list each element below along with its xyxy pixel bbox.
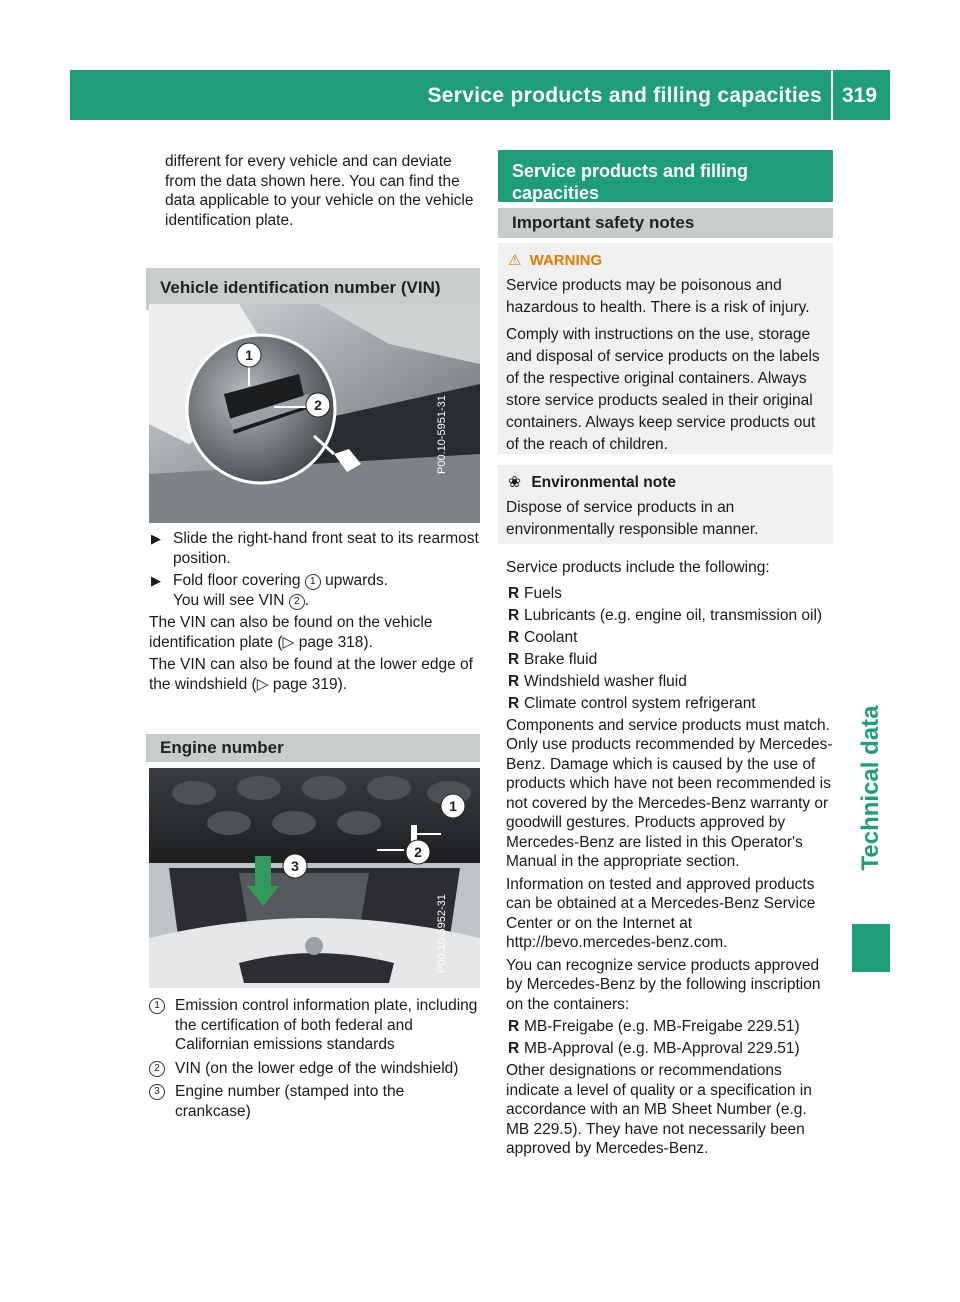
warning-text-1: Service products may be poisonous and hazardous to health. There is a risk of injury. xyxy=(506,276,810,316)
engine-heading: Engine number xyxy=(146,734,480,762)
warning-label: WARNING xyxy=(529,252,603,269)
include-intro: Service products include the following: xyxy=(506,559,770,576)
vin-note-windshield[interactable]: The VIN can also be found at the lower edge of the windshield (▷ page 319). xyxy=(149,656,473,693)
step-2 xyxy=(149,571,480,610)
step-arrow-icon: ▶ xyxy=(151,531,161,546)
bullet-icon: R xyxy=(508,694,520,712)
list-item-text: Brake fluid xyxy=(524,650,598,668)
vin-note-plate[interactable]: The VIN can also be found on the vehicle identification plate (▷ page 318). xyxy=(149,614,433,651)
warning-triangle-icon: ⚠ xyxy=(508,252,522,269)
vin-callout-1: 1 xyxy=(245,347,253,363)
legend-item xyxy=(149,1059,480,1079)
step-2-post: upwards. xyxy=(320,572,389,589)
legend-number: 1 xyxy=(149,998,165,1014)
list-item xyxy=(506,584,833,603)
chapter-tab-label: Technical data xyxy=(857,705,884,870)
step-2-pre: Fold floor covering xyxy=(173,572,305,589)
callout-number: 2 xyxy=(289,594,305,610)
vin-callout-2: 2 xyxy=(314,397,322,413)
header-divider xyxy=(831,70,833,120)
page-number: 319 xyxy=(842,84,878,107)
information-paragraph: Information on tested and approved products can be obtained at a Mercedes-Benz Service Center or on the Internet at http://bevo.mercedes-benz.com. xyxy=(506,875,816,951)
components-paragraph: Components and service products must match. Only use products recommended by Mercedes-Benz. Damage which is caused by the use of products which have not been recommended is not covered by the Mercedes-Benz warranty or goodwill gestures. Products approved by Mercedes-Benz are listed in this Operator's Manual in the appropriate section. xyxy=(506,716,833,870)
bullet-icon: R xyxy=(508,606,520,624)
list-item xyxy=(506,672,833,691)
intro-text: different for every vehicle and can deviate from the data shown here. You can find the data applicable to your vehicle on the vehicle identification plate. xyxy=(165,153,474,229)
list-item xyxy=(506,628,833,647)
page-title: Service products and filling capacities xyxy=(427,84,822,107)
legend-number: 3 xyxy=(149,1084,165,1100)
engine-callout-3: 3 xyxy=(291,858,299,874)
environment-leaf-icon: ❀ xyxy=(508,474,521,491)
engine-legend xyxy=(149,996,480,1125)
legend-item xyxy=(149,1082,480,1121)
legend-text: Emission control information plate, including the certification of both federal and Californian emissions standards xyxy=(175,997,478,1053)
step-arrow-icon: ▶ xyxy=(151,573,161,588)
vin-heading: Vehicle identification number (VIN) xyxy=(146,268,480,310)
environment-label: Environmental note xyxy=(531,474,676,491)
engine-photo-illustration xyxy=(149,768,480,988)
list-item-text: MB-Approval (e.g. MB-Approval 229.51) xyxy=(524,1040,800,1057)
vin-photo-illustration xyxy=(149,304,480,523)
chapter-tab xyxy=(852,660,890,915)
main-section-heading: Service products and filling capacities xyxy=(498,150,833,202)
warning-title xyxy=(508,251,825,271)
step-1-text: Slide the right-hand front seat to its rearmost position. xyxy=(173,530,479,567)
callout-number: 1 xyxy=(305,574,321,590)
warning-box xyxy=(498,243,833,454)
vin-photo-code: P00.10-5951-31 xyxy=(436,395,448,474)
legend-item xyxy=(149,996,480,1055)
list-item-text: Climate control system refrigerant xyxy=(524,694,756,712)
legend-number: 2 xyxy=(149,1061,165,1077)
bullet-icon: R xyxy=(508,1018,520,1035)
engine-photo-code: P00.10-5952-31 xyxy=(436,894,448,973)
bullet-icon: R xyxy=(508,628,520,646)
bullet-icon: R xyxy=(508,650,520,668)
service-products-text xyxy=(506,558,833,1162)
engine-callout-1: 1 xyxy=(449,798,457,814)
safety-heading: Important safety notes xyxy=(498,208,833,238)
environment-text: Dispose of service products in an environmentally responsible manner. xyxy=(506,498,759,538)
other-designations-paragraph: Other designations or recommendations indicate a level of quality or a specification in accordance with an MB Sheet Number (e.g. MB 229.5). They have not necessarily been approved by Mercedes-Benz. xyxy=(506,1062,812,1157)
list-item xyxy=(506,1039,833,1058)
list-item-text: Windshield washer fluid xyxy=(524,672,687,690)
legend-text: VIN (on the lower edge of the windshield) xyxy=(175,1059,459,1077)
environment-title xyxy=(508,473,825,493)
bullet-icon: R xyxy=(508,1040,520,1057)
list-item xyxy=(506,650,833,669)
environment-box xyxy=(498,465,833,544)
engine-callout-2: 2 xyxy=(414,844,422,860)
step-2-line2: You will see VIN xyxy=(173,591,289,609)
warning-text-2: Comply with instructions on the use, storage and disposal of service products on the labels of the respective original containers. Always store service products sealed in their original containers. Always keep service products out of the reach of children. xyxy=(506,325,820,453)
chapter-marker xyxy=(852,924,890,972)
list-item xyxy=(506,606,833,625)
step-2-line2-post: . xyxy=(304,591,310,609)
vin-photo xyxy=(149,304,480,523)
recognize-paragraph: You can recognize service products approved by Mercedes-Benz by the following inscription on the containers: xyxy=(506,956,821,1013)
list-item xyxy=(506,694,833,713)
step-1 xyxy=(149,529,480,568)
bullet-icon: R xyxy=(508,584,520,602)
engine-photo xyxy=(149,768,480,988)
list-item-text: Coolant xyxy=(524,628,578,646)
bullet-icon: R xyxy=(508,672,520,690)
list-item-text: Lubricants (e.g. engine oil, transmission oil) xyxy=(524,606,823,624)
legend-text: Engine number (stamped into the crankcase) xyxy=(175,1083,405,1120)
vin-steps xyxy=(149,529,480,697)
list-item-text: MB-Freigabe (e.g. MB-Freigabe 229.51) xyxy=(524,1018,800,1035)
list-item xyxy=(506,1017,833,1036)
list-item-text: Fuels xyxy=(524,584,562,602)
